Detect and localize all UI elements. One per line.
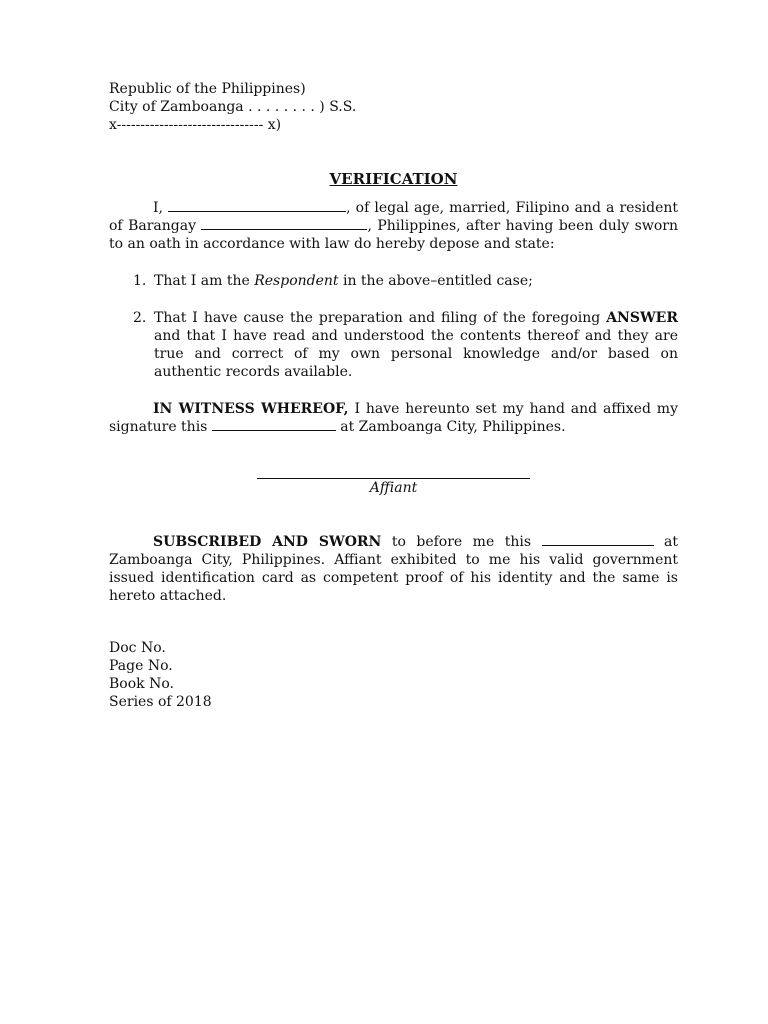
statement-text: and that I have read and understood the contents thereof and they are true and correct of my own personal knowledge and/or based on authentic records available. bbox=[154, 328, 678, 380]
jurat-paragraph bbox=[109, 533, 678, 605]
witness-heading: IN WITNESS WHEREOF, bbox=[153, 401, 349, 417]
statement-text: That I have cause the preparation and filing of the foregoing bbox=[154, 310, 607, 326]
caption-line-city: City of Zamboanga . . . . . . . . ) S.S. bbox=[109, 99, 357, 115]
jurat-heading: SUBSCRIBED AND SWORN bbox=[153, 534, 382, 550]
page-no: Page No. bbox=[109, 658, 173, 674]
statement-list bbox=[109, 272, 678, 381]
statement-text: That I am the bbox=[154, 273, 255, 289]
caption-line-x: x------------------------------- x) bbox=[109, 117, 282, 133]
series-year: Series of 2018 bbox=[109, 694, 212, 710]
statement-number: 2. bbox=[133, 310, 147, 326]
jurat-text-2: at Zamboanga City, Philippines. Affiant exhibited to me his valid government issued identification card as competent proof of his identity and the same is hereto attached. bbox=[109, 534, 678, 604]
book-no: Book No. bbox=[109, 676, 174, 692]
signature-block bbox=[109, 478, 678, 497]
barangay-blank bbox=[201, 217, 367, 230]
intro-paragraph bbox=[109, 199, 678, 253]
intro-text-1: I, bbox=[153, 200, 169, 216]
intro-text-3: , Philippines, after having been duly sworn to an oath in accordance with law do hereby depose and state: bbox=[109, 218, 678, 252]
statement-item-1 bbox=[109, 272, 678, 290]
witness-text-2: at Zamboanga City, Philippines. bbox=[335, 419, 566, 435]
affiant-caption: Affiant bbox=[369, 480, 418, 496]
statement-number: 1. bbox=[133, 273, 147, 289]
doc-no: Doc No. bbox=[109, 640, 166, 656]
jurat-text-1: to before me this bbox=[381, 534, 542, 550]
respondent-term: Respondent bbox=[254, 273, 339, 289]
intro-text-2: , of legal age, married, Filipino and a resident of Barangay bbox=[109, 200, 678, 234]
document-page bbox=[109, 80, 678, 711]
statement-item-2 bbox=[109, 309, 678, 381]
date-blank bbox=[212, 418, 336, 431]
venue-caption bbox=[109, 80, 678, 134]
name-blank bbox=[168, 199, 346, 212]
jurat-date-blank bbox=[542, 533, 654, 546]
witness-paragraph bbox=[109, 400, 678, 436]
notarial-register bbox=[109, 639, 678, 711]
witness-text-1: I have hereunto set my hand and affixed my signature this bbox=[109, 401, 678, 435]
caption-line-country: Republic of the Philippines) bbox=[109, 81, 306, 97]
statement-text: in the above–entitled case; bbox=[338, 273, 533, 289]
document-title: VERIFICATION bbox=[329, 170, 458, 188]
answer-term: ANSWER bbox=[606, 310, 678, 326]
